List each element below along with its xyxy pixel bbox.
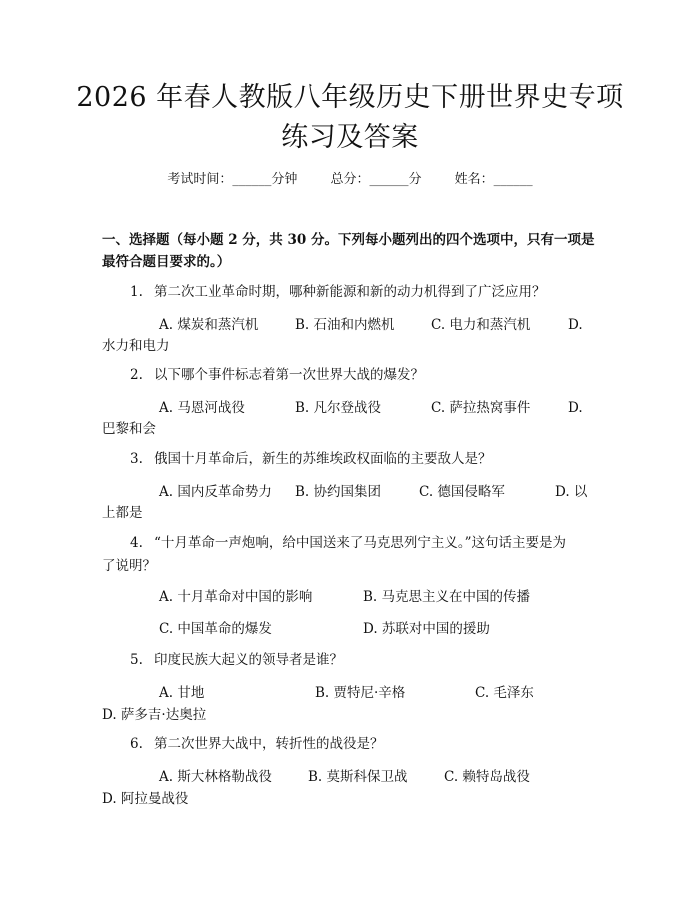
question-number: 6. (130, 736, 143, 752)
option-c: C. 毛泽东 (475, 685, 534, 701)
option-b: B. 石油和内燃机 (295, 317, 395, 333)
option-d: D. (568, 317, 583, 333)
option-a: A. 煤炭和蒸汽机 (159, 317, 259, 333)
document-title (60, 78, 640, 158)
option-d: D. 阿拉曼战役 (102, 791, 189, 807)
option-a: A. 斯大林格勒战役 (159, 769, 272, 785)
exam-meta (0, 168, 700, 187)
question-text: 印度民族大起义的领导者是谁？ (154, 652, 343, 668)
option-d-continued: 上都是 (102, 505, 143, 521)
option-c: C. 电力和蒸汽机 (431, 317, 531, 333)
option-a: A. 十月革命对中国的影响 (159, 589, 313, 605)
question-6 (102, 733, 602, 755)
option-c: C. 萨拉热窝事件 (431, 400, 531, 416)
option-d-continued: 巴黎和会 (102, 421, 156, 437)
option-a: A. 国内反革命势力 (159, 484, 272, 500)
question-text-line-1: “十月革命一声炮响，给中国送来了马克思列宁主义。”这句话主要是为 (154, 535, 567, 551)
option-d: D. 以 (555, 484, 588, 500)
exam-score: 总分：______分 (330, 172, 422, 187)
question-text: 第二次世界大战中，转折性的战役是？ (154, 736, 384, 752)
question-number: 5. (130, 652, 143, 668)
option-c: C. 中国革命的爆发 (159, 621, 272, 637)
option-c: C. 德国侵略军 (419, 484, 505, 500)
option-b: B. 贾特尼·辛格 (315, 685, 406, 701)
question-number: 2. (130, 367, 143, 383)
exam-name: 姓名：______ (454, 172, 533, 187)
question-number: 1. (130, 284, 143, 300)
option-d-continued: 水力和电力 (102, 338, 170, 354)
question-text: 第二次工业革命时期，哪种新能源和新的动力机得到了广泛应用？ (154, 284, 546, 300)
option-b: B. 凡尔登战役 (295, 400, 382, 416)
option-b: B. 马克思主义在中国的传播 (363, 589, 531, 605)
question-3 (102, 448, 602, 470)
question-1 (102, 281, 602, 303)
title-line-1: 2026 年春人教版八年级历史下册世界史专项 (76, 82, 624, 113)
option-b: B. 莫斯科保卫战 (308, 769, 408, 785)
question-text: 以下哪个事件标志着第一次世界大战的爆发？ (154, 367, 424, 383)
question-2 (102, 364, 602, 386)
question-number: 4. (130, 535, 143, 551)
question-4 (102, 532, 602, 554)
exam-time: 考试时间：______分钟 (167, 172, 298, 187)
option-d: D. 苏联对中国的援助 (363, 621, 490, 637)
question-5 (102, 649, 602, 671)
question-number: 3. (130, 451, 143, 467)
question-text: 俄国十月革命后，新生的苏维埃政权面临的主要敌人是？ (154, 451, 492, 467)
option-c: C. 赖特岛战役 (444, 769, 530, 785)
option-b: B. 协约国集团 (295, 484, 382, 500)
option-a: A. 马恩河战役 (159, 400, 245, 416)
option-d: D. (568, 400, 583, 416)
option-d: D. 萨多吉·达奥拉 (102, 707, 207, 723)
option-a: A. 甘地 (159, 685, 205, 701)
question-text-line-2: 了说明？ (102, 558, 156, 574)
section-heading: 一、选择题（每小题 2 分，共 30 分。下列每小题列出的四个选项中，只有一项是最符合题目要求的。） (102, 232, 595, 270)
title-line-2: 练习及答案 (281, 122, 419, 153)
